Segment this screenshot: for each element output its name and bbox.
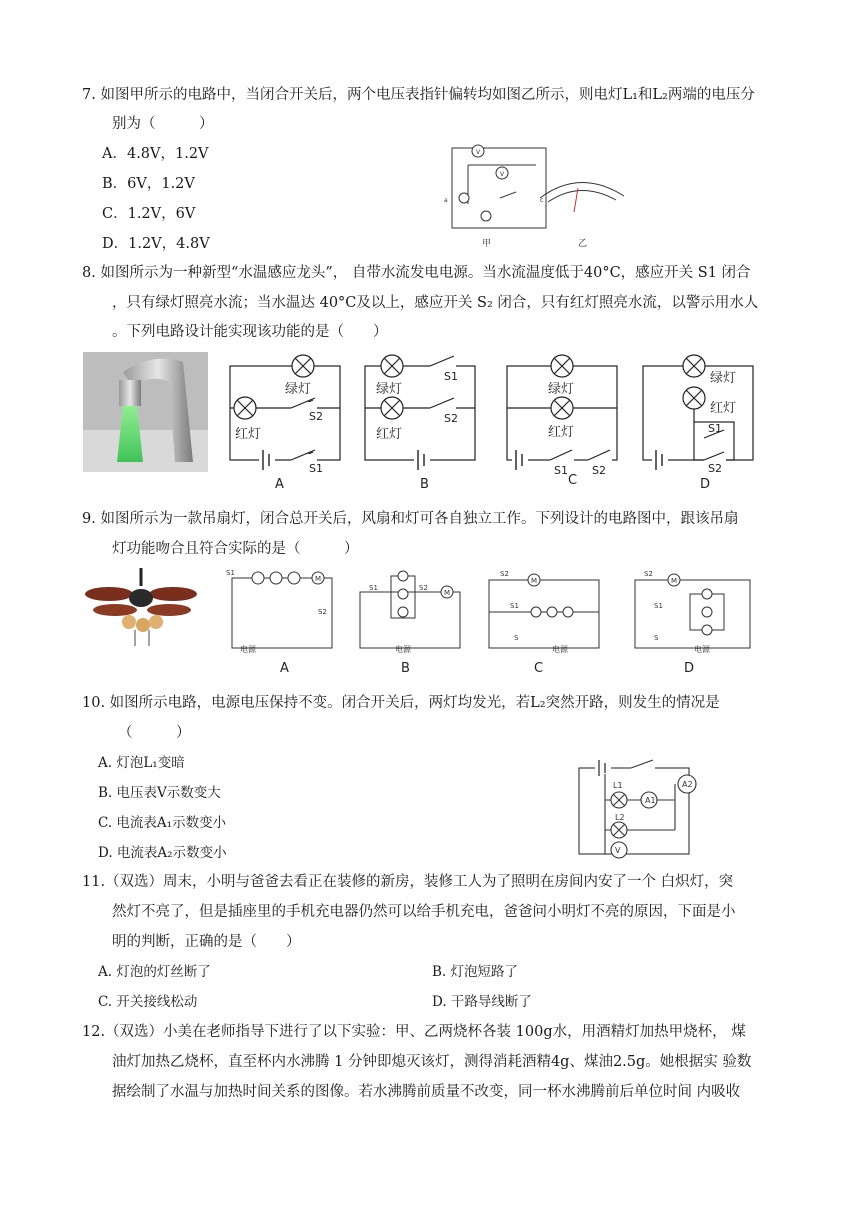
q9b-option-label: B [401, 661, 410, 676]
svg-text:S1: S1 [510, 602, 519, 610]
q8-circuit-b [360, 352, 485, 492]
ceiling-fan-photo [85, 568, 197, 650]
q12-stem-line1: 12.（双选）小美在老师指导下进行了以下实验：甲、乙两烧杯各装 100g水，用酒精灯加热甲烧杯， 煤 [82, 1024, 746, 1040]
q8d-s2-label: S2 [708, 462, 722, 475]
q8-circuit-a [225, 352, 350, 492]
svg-text:A1: A1 [645, 796, 656, 805]
svg-text:S: S [654, 634, 659, 642]
q8-circuit-d [638, 352, 763, 492]
q9-stem-line1: 9. 如图所示为一款吊扇灯，闭合总开关后，风扇和灯可各自独立工作。下列设计的电路图中，跟该吊扇 [82, 511, 739, 527]
svg-text:c: c [540, 197, 544, 204]
q7-option-d: D．1.2V，4.8V [102, 236, 210, 252]
q10-circuit [575, 758, 705, 863]
svg-text:S2: S2 [419, 584, 428, 592]
q8-circuit-c [502, 352, 627, 492]
q8c-s1-label: S1 [554, 464, 568, 477]
q10-stem-line1: 10. 如图所示电路，电源电压保持不变。闭合开关后，两灯均发光，若L₂突然开路，则发生的情况是 [82, 695, 720, 711]
q7-option-a: A．4.8V，1.2V [102, 146, 209, 162]
q8a-s2-label: S2 [309, 410, 323, 423]
q8c-green-label: 绿灯 [548, 382, 575, 397]
q9a-power-label: 电源 [240, 645, 256, 654]
q8b-s1-label: S1 [444, 370, 458, 383]
svg-text:V: V [500, 171, 505, 178]
q9-circuit-b [355, 568, 465, 678]
q10-option-b: B. 电压表V示数变大 [98, 785, 221, 801]
q8c-red-label: 红灯 [548, 425, 575, 440]
q10-option-c: C. 电流表A₁示数变小 [98, 815, 227, 831]
svg-text:A2: A2 [682, 780, 693, 789]
q9-circuit-c [484, 568, 604, 678]
svg-text:M: M [531, 577, 538, 585]
q11-option-a: A. 灯泡的灯丝断了 [98, 964, 211, 980]
svg-text:S1: S1 [226, 569, 235, 577]
q7-option-b: B．6V，1.2V [102, 176, 195, 192]
svg-text:M: M [315, 575, 322, 583]
q8d-s1-label: S1 [708, 422, 722, 435]
q7-fig-jia-label: 甲 [482, 239, 492, 249]
q11-option-c: C. 开关接线松动 [98, 994, 198, 1010]
q8d-option-label: D [700, 477, 711, 492]
svg-text:S1: S1 [369, 584, 378, 592]
q8-stem-line1: 8. 如图所示为一种新型“水温感应龙头”， 自带水流发电电源。当水流温度低于40°C，感应开关 S1 闭合 [82, 265, 751, 281]
q12-stem-line2: 油灯加热乙烧杯，直至杯内水沸腾 1 分钟即熄灭该灯，测得消耗酒精4g、煤油2.5g。她根据实 验数 [112, 1054, 752, 1070]
q10-stem-line2: （ ） [118, 725, 191, 741]
q11-option-b: B. 灯泡短路了 [432, 964, 519, 980]
q7-stem-line2: 别为（ ） [112, 116, 214, 132]
q10-option-d: D. 电流表A₂示数变小 [98, 845, 227, 861]
q9-stem-line2: 灯功能吻合且符合实际的是（ ） [112, 541, 359, 557]
q8-stem-line2: ，只有绿灯照亮水流；当水温达 40°C及以上，感应开关 S₂ 闭合，只有红灯照亮水流，以警示用水人 [112, 295, 759, 311]
svg-text:V: V [615, 846, 621, 855]
q7-fig-yi-label: 乙 [578, 239, 588, 249]
q7-option-c: C．1.2V，6V [102, 206, 196, 222]
q8b-option-label: B [420, 477, 429, 492]
q9c-power-label: 电源 [552, 645, 568, 654]
svg-text:S: S [514, 634, 519, 642]
svg-text:S1: S1 [654, 602, 663, 610]
q9-circuit-a [222, 568, 342, 678]
svg-text:S2: S2 [644, 570, 653, 578]
svg-text:V: V [476, 149, 481, 156]
svg-text:L2: L2 [615, 813, 625, 822]
q9b-power-label: 电源 [395, 645, 411, 654]
q10-option-a: A. 灯泡L₁变暗 [98, 755, 185, 771]
faucet-photo [83, 352, 208, 472]
q9-circuit-d [630, 568, 755, 678]
q8c-s2-label: S2 [592, 464, 606, 477]
svg-text:a: a [444, 197, 448, 204]
q8a-red-label: 红灯 [235, 427, 262, 442]
q7-stem-line1: 7. 如图甲所示的电路中，当闭合开关后，两个电压表指针偏转均如图乙所示，则电灯L₁和L₂两端的电压分 [82, 87, 755, 103]
q8c-option-label: C [568, 473, 578, 488]
q11-stem-line2: 然灯不亮了，但是插座里的手机充电器仍然可以给手机充电，爸爸问小明灯不亮的原因，下面是小 [112, 904, 736, 920]
svg-text:L1: L1 [613, 781, 623, 790]
q12-stem-line3: 据绘制了水温与加热时间关系的图像。若水沸腾前质量不改变，同一杯水沸腾前后单位时间 内吸收 [112, 1084, 741, 1100]
svg-text:S2: S2 [318, 608, 327, 616]
q9d-option-label: D [684, 661, 695, 676]
svg-text:S2: S2 [500, 570, 509, 578]
svg-text:M: M [444, 589, 451, 597]
q8a-s1-label: S1 [309, 462, 323, 475]
q9c-option-label: C [534, 661, 544, 676]
q9d-power-label: 电源 [694, 645, 710, 654]
q8b-red-label: 红灯 [376, 427, 403, 442]
q8b-green-label: 绿灯 [376, 382, 403, 397]
q8d-green-label: 绿灯 [710, 371, 737, 386]
q11-option-d: D. 干路导线断了 [432, 994, 532, 1010]
q11-stem-line3: 明的判断，正确的是（ ） [112, 934, 301, 950]
q11-stem-line1: 11.（双选）周末，小明与爸爸去看正在装修的新房，装修工人为了照明在房间内安了一个 白炽灯，突 [82, 874, 734, 890]
q8-stem-line3: 。下列电路设计能实现该功能的是（ ） [112, 324, 388, 340]
svg-text:M: M [671, 577, 678, 585]
q8a-green-label: 绿灯 [285, 382, 312, 397]
q8a-option-label: A [275, 477, 284, 492]
q7-figures [440, 140, 630, 252]
q9a-option-label: A [280, 661, 289, 676]
q8d-red-label: 红灯 [710, 401, 737, 416]
q8b-s2-label: S2 [444, 412, 458, 425]
